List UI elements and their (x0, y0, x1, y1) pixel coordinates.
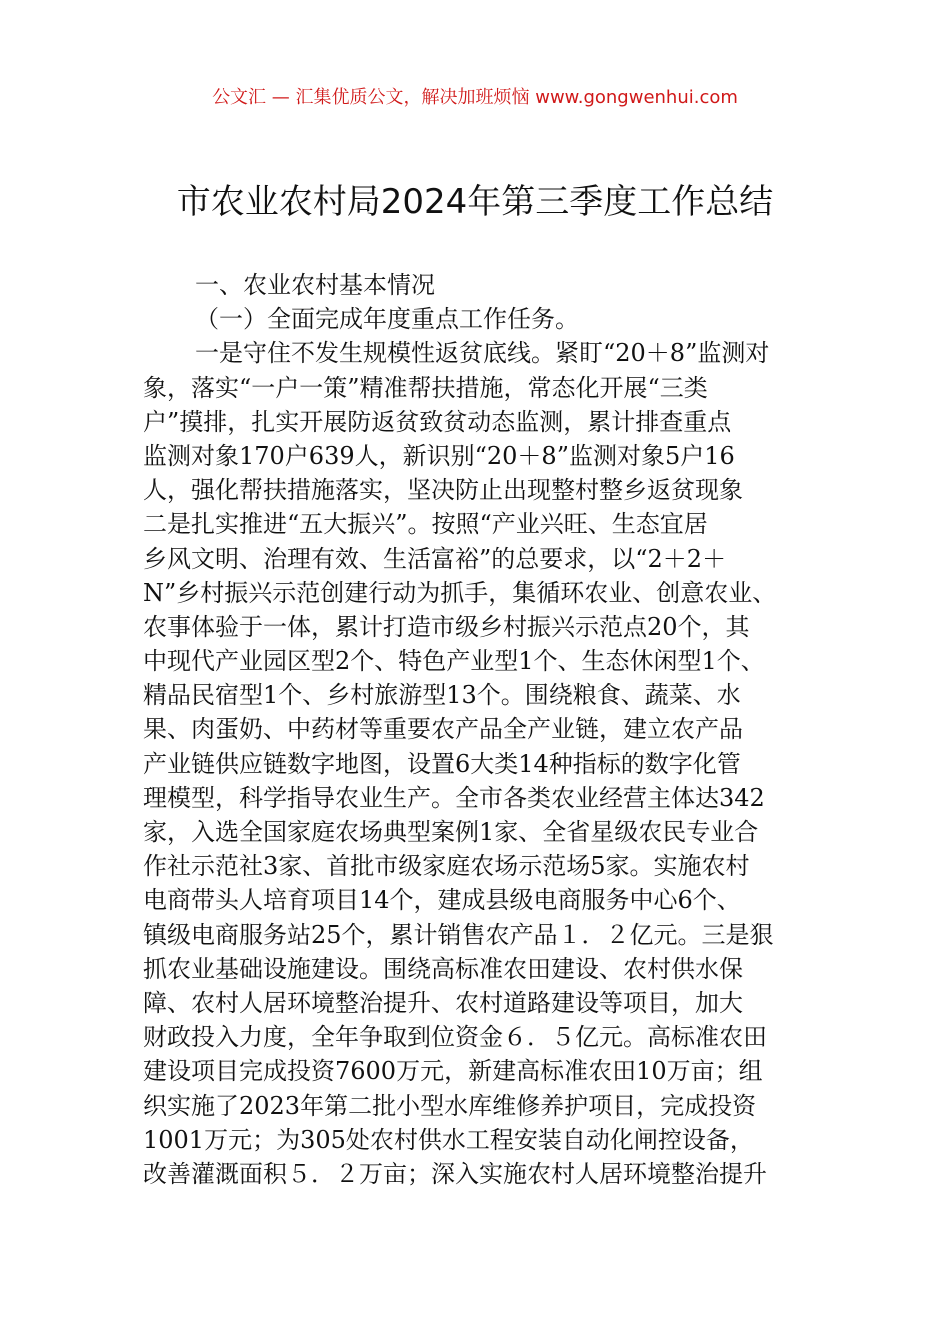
paragraph-line: 抓农业基础设施建设。围绕高标准农田建设、农村供水保 (143, 954, 743, 983)
document-body (143, 268, 805, 1191)
paragraph-line: 建设项目完成投资7600万元，新建高标准农田10万亩；组 (143, 1057, 763, 1086)
paragraph-line: 户”摸排，扎实开展防返贫致贫动态监测，累计排查重点 (143, 407, 732, 436)
paragraph-line: 织实施了2023年第二批小型水库维修养护项目，完成投资 (143, 1091, 757, 1120)
paragraph-line: 人，强化帮扶措施落实，坚决防止出现整村整乡返贫现象 (143, 476, 743, 505)
paragraph-line: 产业链供应链数字地图，设置6大类14种指标的数字化管 (143, 749, 741, 778)
paragraph-line: 中现代产业园区型2个、特色产业型1个、生态休闲型1个、 (143, 647, 765, 676)
paragraph-line: 象，落实“一户一策”精准帮扶措施，常态化开展“三类 (143, 373, 708, 402)
paragraph-line: 财政投入力度，全年争取到位资金６．５亿元。高标准农田 (143, 1023, 767, 1052)
paragraph-line: 二是扎实推进“五大振兴”。按照“产业兴旺、生态宜居 (143, 510, 708, 539)
document-title: 市农业农村局2024年第三季度工作总结 (176, 182, 774, 222)
paragraph-line: 镇级电商服务站25个，累计销售农产品１．２亿元。三是狠 (143, 920, 774, 949)
paragraph-line: 障、农村人居环境整治提升、农村道路建设等项目，加大 (143, 988, 743, 1017)
paragraph-line: 改善灌溉面积５．２万亩；深入实施农村人居环境整治提升 (143, 1159, 767, 1188)
paragraph-line: 电商带头人培育项目14个，建成县级电商服务中心6个、 (143, 886, 741, 915)
paragraph-line: 一是守住不发生规模性返贫底线。紧盯“20＋8”监测对 (195, 339, 770, 368)
paragraph-line: 精品民宿型1个、乡村旅游型13个。围绕粮食、蔬菜、水 (143, 681, 741, 710)
paragraph-line: 理模型，科学指导农业生产。全市各类农业经营主体达342 (143, 783, 765, 812)
paragraph-line: 乡风文明、治理有效、生活富裕”的总要求，以“2＋2＋ (143, 544, 727, 573)
section-heading: 一、农业农村基本情况 (195, 271, 435, 299)
paragraph-line: 果、肉蛋奶、中药材等重要农产品全产业链，建立农产品 (143, 715, 743, 744)
paragraph-line: N”乡村振兴示范创建行动为抓手，集循环农业、创意农业、 (143, 578, 777, 607)
watermark: 公文汇 — 汇集优质公文，解决加班烦恼 www.gongwenhui.com (212, 87, 738, 108)
paragraph-line: 监测对象170户639人，新识别“20＋8”监测对象5户16 (143, 441, 735, 470)
subsection-heading: （一）全面完成年度重点工作任务。 (195, 305, 579, 334)
paragraph-line: 作社示范社3家、首批市级家庭农场示范场5家。实施农村 (143, 852, 750, 881)
paragraph-line: 1001万元；为305处农村供水工程安装自动化闸控设备， (143, 1125, 754, 1154)
paragraph-line: 家，入选全国家庭农场典型案例1家、全省星级农民专业合 (143, 818, 759, 846)
paragraph-line: 农事体验于一体，累计打造市级乡村振兴示范点20个，其 (143, 612, 750, 641)
